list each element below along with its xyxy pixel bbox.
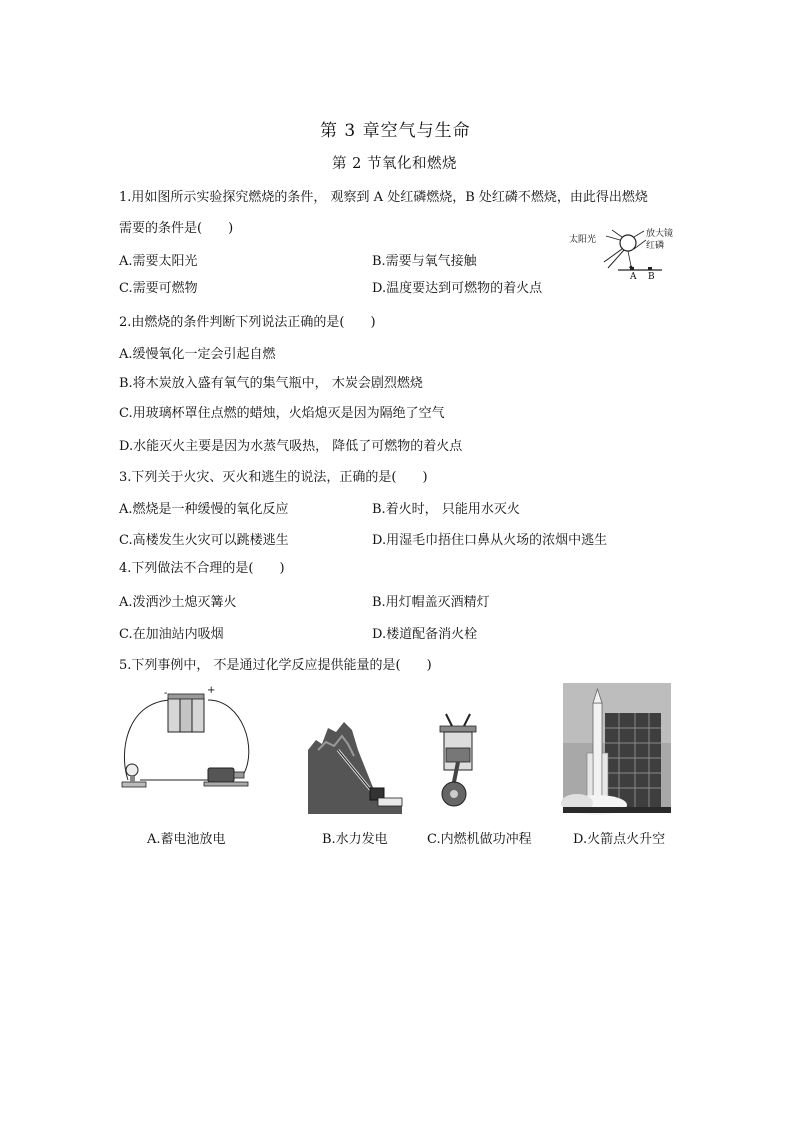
battery-plus-sign: +	[207, 685, 216, 696]
magnifier-label: 放大镜	[646, 229, 674, 239]
q5-image-label-b: B.水力发电	[322, 832, 388, 847]
q1-option-c: C.需要可燃物	[119, 281, 198, 296]
phosphorus-label: 红磷	[646, 241, 665, 251]
q2-option-b: B.将木炭放入盛有氧气的集气瓶中， 木炭会剧烈燃烧	[119, 376, 423, 391]
rocket-launch-photo	[563, 683, 671, 813]
magnifier-apparatus-icon	[600, 228, 670, 274]
q1-option-b: B.需要与氧气接触	[372, 254, 477, 269]
q2-option-d: D.水能灭火主要是因为水蒸气吸热， 降低了可燃物的着火点	[119, 439, 463, 454]
q3-option-b: B.着火时， 只能用水灭火	[372, 502, 520, 517]
question-3: 3.下列关于火灾、灭火和逃生的说法，正确的是( )	[119, 470, 428, 485]
question-1-line-1: 1.用如图所示实验探究燃烧的条件， 观察到 A 处红磷燃烧，B 处红磷不燃烧，由此得出燃烧	[119, 190, 648, 205]
internal-combustion-engine-icon	[438, 712, 478, 810]
question-1-line-2: 需要的条件是( )	[119, 221, 234, 236]
point-b-label: B	[648, 272, 655, 282]
question-4: 4.下列做法不合理的是( )	[119, 561, 285, 576]
battery-minus-sign: -	[164, 688, 168, 699]
question-2: 2.由燃烧的条件判断下列说法正确的是( )	[119, 315, 376, 330]
section-title: 第 2 节氧化和燃烧	[332, 156, 457, 172]
sunlight-label: 太阳光	[569, 235, 597, 245]
q3-option-d: D.用湿毛巾捂住口鼻从火场的浓烟中逃生	[372, 533, 608, 548]
point-a-label: A	[630, 272, 637, 282]
q4-option-b: B.用灯帽盖灭酒精灯	[372, 595, 490, 610]
question-5: 5.下列事例中， 不是通过化学反应提供能量的是( )	[119, 658, 432, 673]
q4-option-c: C.在加油站内吸烟	[119, 627, 224, 642]
q5-image-label-d: D.火箭点火升空	[573, 832, 666, 847]
chapter-title: 第 3 章空气与生命	[320, 121, 471, 141]
q4-option-a: A.泼洒沙土熄灭篝火	[119, 595, 237, 610]
q1-option-a: A.需要太阳光	[119, 254, 198, 269]
q5-image-label-c: C.内燃机做功冲程	[427, 832, 532, 847]
q2-option-c: C.用玻璃杯罩住点燃的蜡烛，火焰熄灭是因为隔绝了空气	[119, 406, 445, 421]
q3-option-c: C.高楼发生火灾可以跳楼逃生	[119, 533, 289, 548]
q3-option-a: A.燃烧是一种缓慢的氧化反应	[119, 502, 289, 517]
q1-option-d: D.温度要达到可燃物的着火点	[372, 281, 543, 296]
rocket-launch-icon	[563, 683, 671, 813]
hydropower-icon	[308, 710, 402, 814]
battery-circuit-icon	[118, 690, 258, 794]
q5-image-label-a: A.蓄电池放电	[147, 832, 226, 847]
q4-option-d: D.楼道配备消火栓	[372, 627, 478, 642]
q2-option-a: A.缓慢氧化一定会引起自燃	[119, 347, 276, 362]
